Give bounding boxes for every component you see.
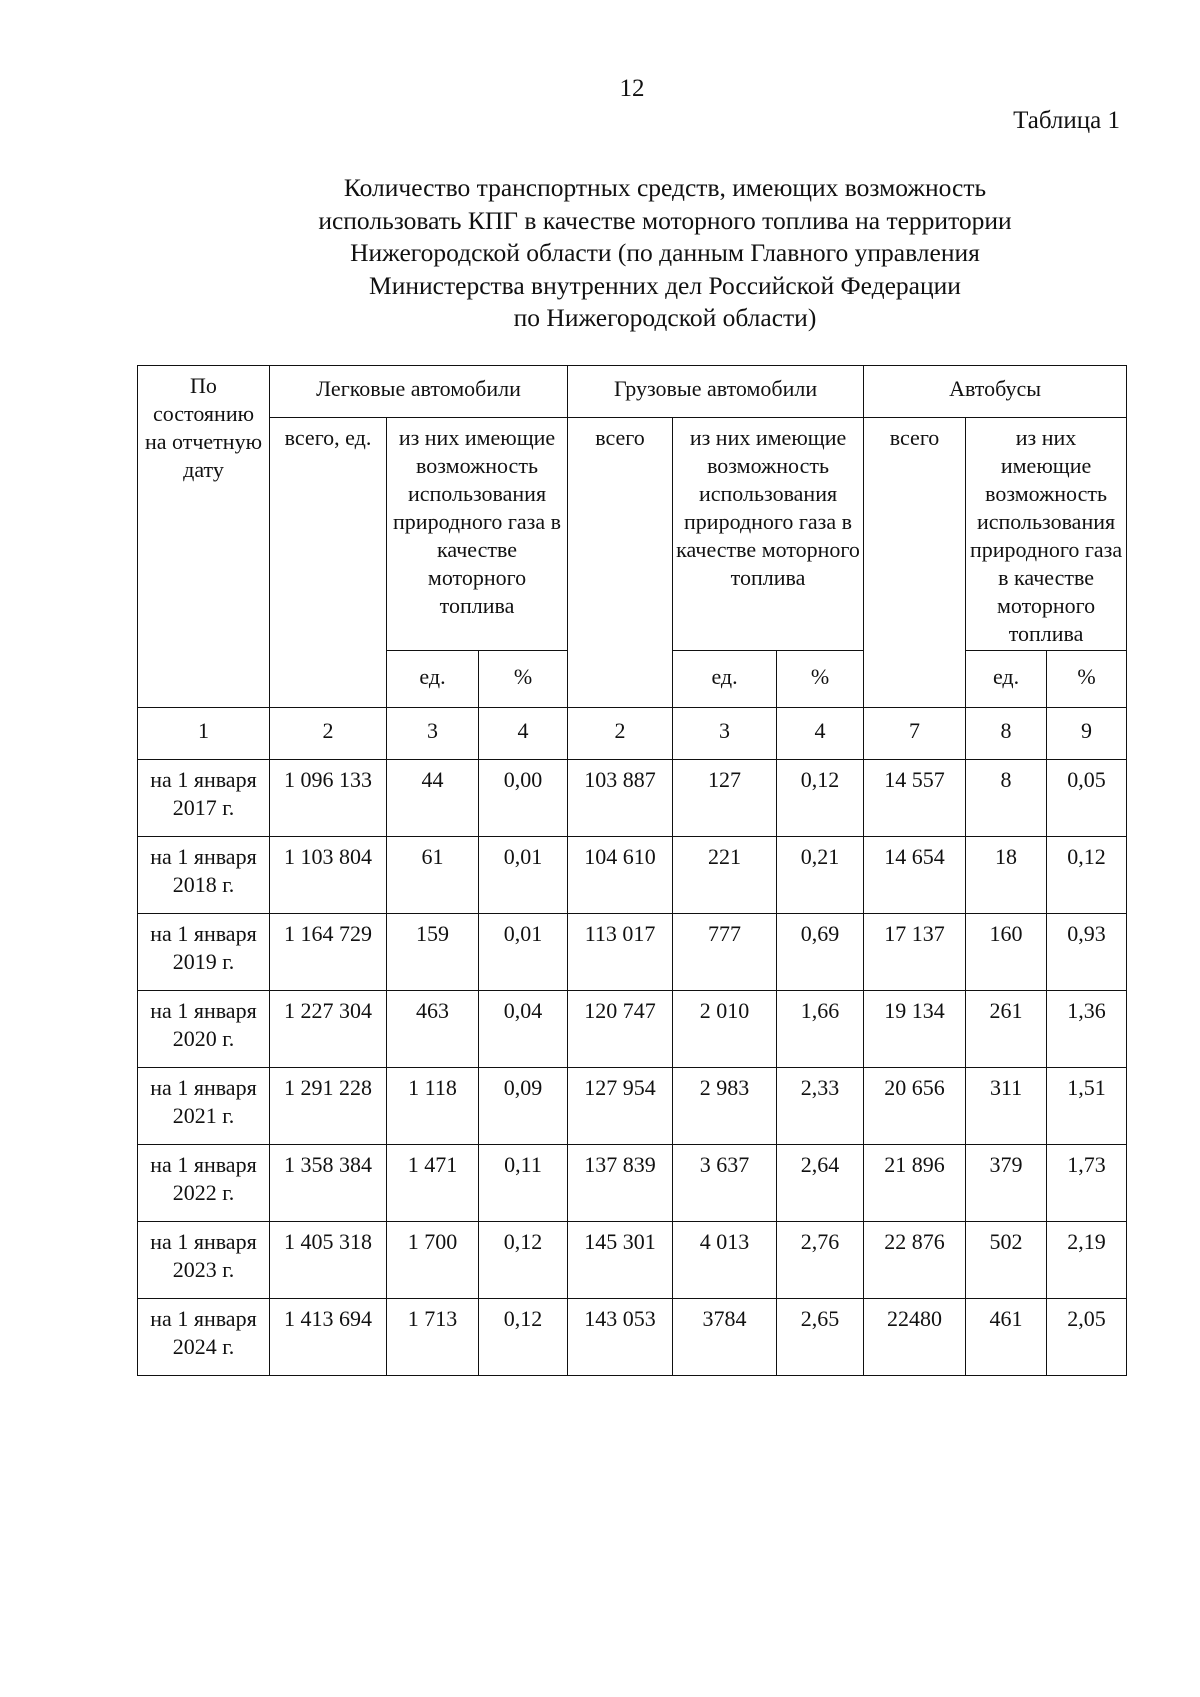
trucks-gas-header: из них имеющие возможность использования природного газа в качестве моторного топлива — [673, 418, 864, 651]
date-line: на 1 января — [150, 998, 257, 1023]
value-cell: 1 164 729 — [270, 914, 387, 991]
buses-total-header: всего — [864, 418, 966, 708]
date-line: на 1 января — [150, 844, 257, 869]
title-line: Министерства внутренних дел Российской Федерации — [369, 270, 961, 300]
value-cell: 4 013 — [673, 1222, 777, 1299]
unit-header: % — [479, 651, 568, 708]
buses-gas-header: из них имеющие возможность использования природного газа в качестве моторного топлива — [966, 418, 1127, 651]
unit-header: % — [777, 651, 864, 708]
table-row — [138, 760, 1127, 837]
value-cell: 461 — [966, 1299, 1047, 1376]
value-cell: 19 134 — [864, 991, 966, 1068]
value-cell: 22 876 — [864, 1222, 966, 1299]
value-cell: 21 896 — [864, 1145, 966, 1222]
value-cell: 1 471 — [387, 1145, 479, 1222]
table-row — [138, 1222, 1127, 1299]
column-number: 3 — [387, 708, 479, 760]
title-line: по Нижегородской области) — [513, 303, 817, 332]
value-cell: 2,19 — [1047, 1222, 1127, 1299]
table-row — [138, 914, 1127, 991]
value-cell: 1 103 804 — [270, 837, 387, 914]
value-cell: 143 053 — [568, 1299, 673, 1376]
value-cell: 127 — [673, 760, 777, 837]
value-cell: 0,21 — [777, 837, 864, 914]
column-number: 8 — [966, 708, 1047, 760]
value-cell: 2,33 — [777, 1068, 864, 1145]
title-line: использовать КПГ в качестве моторного топлива на территории — [318, 205, 1012, 235]
date-column-header: По состоянию на отчетную дату — [138, 366, 270, 708]
trucks-total-header: всего — [568, 418, 673, 708]
value-cell: 1 291 228 — [270, 1068, 387, 1145]
date-line: 2021 г. — [172, 1103, 235, 1128]
value-cell: 61 — [387, 837, 479, 914]
trucks-group-header: Грузовые автомобили — [568, 366, 864, 418]
table-row — [138, 991, 1127, 1068]
value-cell: 221 — [673, 837, 777, 914]
value-cell: 1 700 — [387, 1222, 479, 1299]
title-line: Количество транспортных средств, имеющих возможность — [343, 173, 987, 202]
date-cell — [138, 760, 270, 837]
column-number-row — [138, 708, 1127, 760]
value-cell: 1,36 — [1047, 991, 1127, 1068]
value-cell: 0,04 — [479, 991, 568, 1068]
value-cell: 2 983 — [673, 1068, 777, 1145]
value-cell: 18 — [966, 837, 1047, 914]
date-cell — [138, 1222, 270, 1299]
value-cell: 0,12 — [777, 760, 864, 837]
buses-group-header: Автобусы — [864, 366, 1127, 418]
value-cell: 0,12 — [479, 1222, 568, 1299]
date-line: 2017 г. — [172, 795, 235, 820]
title-line: Нижегородской области (по данным Главного управления — [350, 238, 980, 267]
cars-group-header: Легковые автомобили — [270, 366, 568, 418]
date-cell — [138, 837, 270, 914]
date-line: 2019 г. — [172, 949, 235, 974]
value-cell: 20 656 — [864, 1068, 966, 1145]
table-title — [250, 172, 1080, 335]
value-cell: 463 — [387, 991, 479, 1068]
column-number: 3 — [673, 708, 777, 760]
date-line: 2023 г. — [172, 1257, 235, 1282]
value-cell: 0,12 — [479, 1299, 568, 1376]
column-number: 1 — [138, 708, 270, 760]
value-cell: 127 954 — [568, 1068, 673, 1145]
date-cell — [138, 914, 270, 991]
value-cell: 1,66 — [777, 991, 864, 1068]
date-cell — [138, 1299, 270, 1376]
date-cell — [138, 991, 270, 1068]
date-line: на 1 января — [150, 1306, 257, 1331]
value-cell: 311 — [966, 1068, 1047, 1145]
table-row — [138, 1299, 1127, 1376]
value-cell: 3 637 — [673, 1145, 777, 1222]
value-cell: 1 713 — [387, 1299, 479, 1376]
date-cell — [138, 1068, 270, 1145]
column-number: 7 — [864, 708, 966, 760]
value-cell: 1 405 318 — [270, 1222, 387, 1299]
value-cell: 103 887 — [568, 760, 673, 837]
value-cell: 44 — [387, 760, 479, 837]
table-row — [138, 1068, 1127, 1145]
value-cell: 2,05 — [1047, 1299, 1127, 1376]
date-line: на 1 января — [150, 1075, 257, 1100]
value-cell: 0,00 — [479, 760, 568, 837]
date-cell — [138, 1145, 270, 1222]
date-line: на 1 января — [150, 767, 257, 792]
value-cell: 160 — [966, 914, 1047, 991]
value-cell: 1 227 304 — [270, 991, 387, 1068]
cars-gas-header: из них имеющие возможность использования природного газа в качестве моторного топлива — [387, 418, 568, 651]
date-line: 2018 г. — [172, 872, 235, 897]
value-cell: 2,65 — [777, 1299, 864, 1376]
value-cell: 0,11 — [479, 1145, 568, 1222]
date-line: 2020 г. — [172, 1026, 235, 1051]
value-cell: 1 413 694 — [270, 1299, 387, 1376]
value-cell: 1 096 133 — [270, 760, 387, 837]
value-cell: 2 010 — [673, 991, 777, 1068]
value-cell: 502 — [966, 1222, 1047, 1299]
date-line: на 1 января — [150, 1152, 257, 1177]
value-cell: 3784 — [673, 1299, 777, 1376]
table-row — [138, 837, 1127, 914]
table-row — [138, 1145, 1127, 1222]
value-cell: 261 — [966, 991, 1047, 1068]
unit-header: ед. — [387, 651, 479, 708]
value-cell: 17 137 — [864, 914, 966, 991]
value-cell: 0,09 — [479, 1068, 568, 1145]
value-cell: 2,76 — [777, 1222, 864, 1299]
value-cell: 777 — [673, 914, 777, 991]
value-cell: 0,12 — [1047, 837, 1127, 914]
value-cell: 2,64 — [777, 1145, 864, 1222]
unit-header: ед. — [966, 651, 1047, 708]
column-number: 4 — [479, 708, 568, 760]
value-cell: 379 — [966, 1145, 1047, 1222]
table-body — [138, 708, 1127, 1376]
value-cell: 120 747 — [568, 991, 673, 1068]
page-number: 12 — [619, 75, 645, 102]
value-cell: 159 — [387, 914, 479, 991]
cars-total-header: всего, ед. — [270, 418, 387, 708]
value-cell: 0,93 — [1047, 914, 1127, 991]
column-number: 4 — [777, 708, 864, 760]
vehicles-table — [137, 365, 1127, 1376]
value-cell: 104 610 — [568, 837, 673, 914]
value-cell: 113 017 — [568, 914, 673, 991]
value-cell: 0,01 — [479, 914, 568, 991]
column-number: 9 — [1047, 708, 1127, 760]
value-cell: 145 301 — [568, 1222, 673, 1299]
value-cell: 137 839 — [568, 1145, 673, 1222]
column-number: 2 — [568, 708, 673, 760]
value-cell: 22480 — [864, 1299, 966, 1376]
value-cell: 14 654 — [864, 837, 966, 914]
value-cell: 0,05 — [1047, 760, 1127, 837]
table-label: Таблица 1 — [1013, 107, 1120, 134]
value-cell: 0,69 — [777, 914, 864, 991]
date-line: 2024 г. — [172, 1334, 235, 1359]
column-number: 2 — [270, 708, 387, 760]
unit-header: % — [1047, 651, 1127, 708]
date-line: на 1 января — [150, 921, 257, 946]
value-cell: 1,51 — [1047, 1068, 1127, 1145]
value-cell: 14 557 — [864, 760, 966, 837]
value-cell: 0,01 — [479, 837, 568, 914]
value-cell: 1 358 384 — [270, 1145, 387, 1222]
date-line: на 1 января — [150, 1229, 257, 1254]
value-cell: 1 118 — [387, 1068, 479, 1145]
value-cell: 1,73 — [1047, 1145, 1127, 1222]
date-line: 2022 г. — [172, 1180, 235, 1205]
unit-header: ед. — [673, 651, 777, 708]
value-cell: 8 — [966, 760, 1047, 837]
